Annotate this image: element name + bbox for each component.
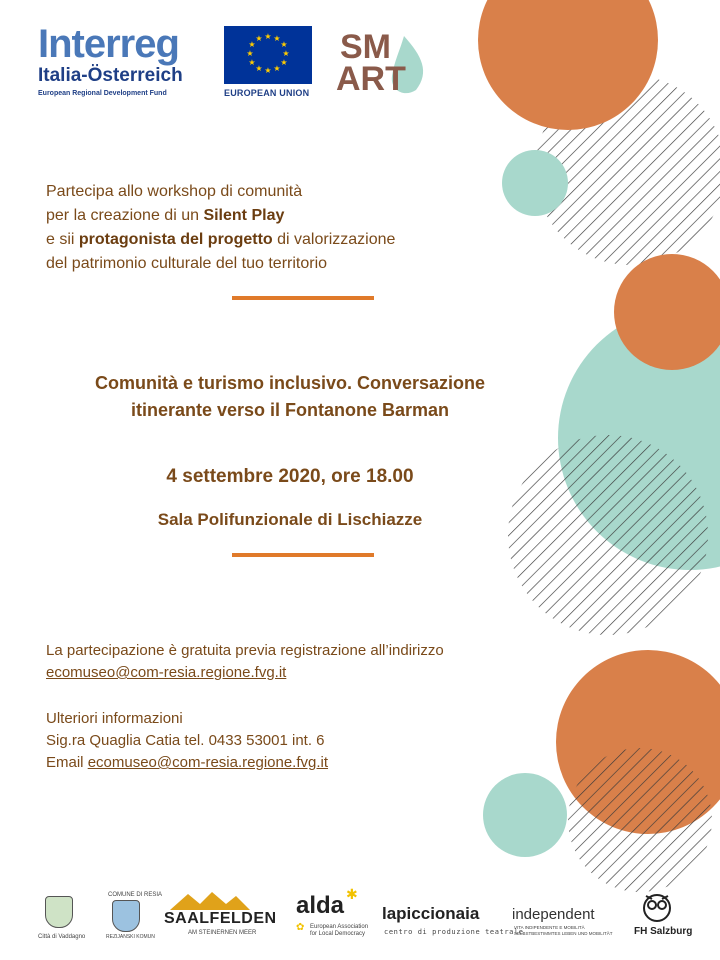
svg-text:★: ★	[248, 58, 256, 67]
event-datetime: 4 settembre 2020, ore 18.00	[166, 466, 414, 487]
event-title-line-1: Comunità e turismo inclusivo. Conversazione	[94, 373, 486, 393]
lapiccionaia-name: lapiccionaia	[382, 904, 480, 923]
eu-label: EUROPEAN UNION	[224, 88, 310, 98]
interreg-logo	[38, 24, 218, 97]
svg-text:★: ★	[264, 32, 272, 41]
intro-line-4: del patrimonio culturale del tuo territorio	[46, 255, 328, 272]
svg-text:★: ★	[255, 64, 263, 73]
circle-orange-bottom	[556, 650, 720, 834]
circle-orange-mid	[614, 254, 720, 370]
intro-line-3-post: di valorizzazione	[272, 231, 396, 248]
event-title	[40, 370, 540, 424]
svg-text:★: ★	[280, 40, 288, 49]
independent-sub-1: VITA INDIPENDENTE E MOBILITÀ	[514, 925, 585, 930]
circle-hatched-top	[535, 75, 720, 265]
svg-text:★: ★	[273, 34, 281, 43]
intro-text	[46, 180, 486, 276]
circle-teal-small-top	[502, 150, 568, 216]
resia-crest-icon	[112, 900, 140, 932]
svg-text:★: ★	[280, 58, 288, 67]
circle-teal-small-bottom	[483, 773, 567, 857]
registration-block	[46, 640, 526, 684]
divider-top	[232, 296, 374, 300]
info-block	[46, 708, 526, 774]
protagonista-bold: protagonista del progetto	[78, 231, 273, 248]
fh-salzburg-name: FH Salzburg	[634, 926, 693, 937]
alda-sub-2: for Local Democracy	[310, 931, 366, 937]
info-email-link[interactable]: ecomuseo@com-resia.regione.fvg.it	[87, 754, 329, 771]
alda-dot-icon: ✿	[296, 922, 305, 933]
circle-hatched-mid	[508, 435, 708, 635]
registration-text: La partecipazione è gratuita previa registrazione all’indirizzo	[46, 642, 444, 659]
lapiccionaia-sub: centro di produzione teatrale	[384, 928, 524, 936]
smart-logo	[334, 28, 434, 100]
registration-email-link[interactable]: ecomuseo@com-resia.regione.fvg.it	[46, 664, 287, 681]
svg-text:★: ★	[282, 49, 290, 58]
vaddagno-crest-icon	[45, 896, 73, 928]
saalfelden-mountain-icon	[170, 890, 250, 910]
svg-text:★: ★	[248, 40, 256, 49]
independent-name: independent	[512, 906, 595, 923]
intro-line-3	[46, 228, 486, 252]
svg-text:★: ★	[246, 49, 254, 58]
intro-line-2	[46, 204, 486, 228]
circle-teal-large	[558, 306, 720, 570]
resia-caption-bottom: REZIJANSKI KOMUN	[106, 934, 155, 940]
smart-top: SM	[340, 28, 391, 66]
interreg-wordmark: Interreg	[38, 22, 179, 66]
partner-logos	[0, 886, 720, 946]
interreg-region: Italia-Österreich	[38, 65, 183, 86]
silent-play-bold: Silent Play	[203, 207, 285, 224]
resia-caption-top: COMUNE DI RESIA	[108, 892, 163, 898]
event-venue: Sala Polifunzionale di Lischiazze	[157, 510, 423, 529]
svg-text:★: ★	[255, 34, 263, 43]
info-email-line	[46, 752, 526, 774]
divider-bottom	[232, 553, 374, 557]
saalfelden-sub: AM STEINERNEN MEER	[188, 930, 257, 936]
intro-line-2-text: per la creazione di un	[46, 207, 204, 224]
vaddagno-caption: Città di Vaddagno	[38, 934, 86, 940]
svg-text:★: ★	[264, 66, 272, 75]
alda-sub-1: European Association	[310, 924, 369, 930]
intro-line-3-pre: e sii	[46, 231, 79, 248]
circle-hatched-bottom	[568, 748, 712, 892]
eu-logo	[224, 26, 316, 98]
info-heading: Ulteriori informazioni	[46, 710, 183, 727]
eu-flag-icon	[224, 26, 312, 84]
alda-star-icon: ✱	[346, 886, 358, 902]
intro-line-1: Partecipa allo workshop di comunità	[46, 183, 303, 200]
owl-icon	[642, 890, 672, 922]
independent-sub-2: SELBSTBESTIMMTES LEBEN UND MOBILITÄT	[514, 931, 613, 936]
alda-name: alda	[296, 892, 345, 919]
svg-text:★: ★	[273, 64, 281, 73]
info-email-label: Email	[46, 754, 88, 771]
info-contact: Sig.ra Quaglia Catia tel. 0433 53001 int. 6	[46, 732, 325, 749]
interreg-fund: European Regional Development Fund	[38, 90, 167, 97]
event-title-line-2: itinerante verso il Fontanone Barman	[130, 400, 450, 420]
smart-bottom: ART	[336, 60, 406, 98]
saalfelden-name: SAALFELDEN	[164, 910, 277, 927]
circle-orange-top	[478, 0, 658, 130]
